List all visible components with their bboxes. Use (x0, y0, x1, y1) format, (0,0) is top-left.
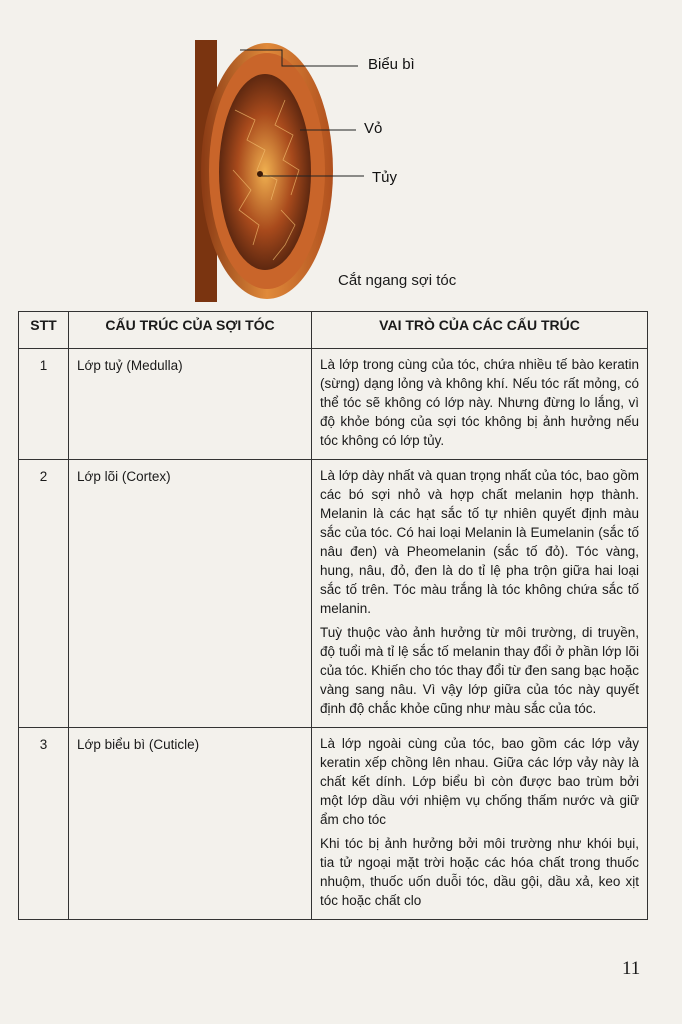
label-cortex: Vỏ (364, 120, 383, 137)
header-stt: STT (19, 312, 69, 349)
table-row (19, 349, 648, 460)
role-paragraph: Là lớp trong cùng của tóc, chứa nhiều tế bào keratin (sừng) dạng lỏng và không khí. Nếu tóc rất mỏng, có thể tóc sẽ không có lớp này. Nhưng đừng lo lắng, vì độ khỏe bóng của sợi tóc không bị ảnh hưởng nếu tóc không có lớp tủy. (320, 357, 639, 448)
role-description (312, 349, 648, 460)
label-epidermis: Biểu bì (368, 56, 415, 73)
header-role: VAI TRÒ CỦA CÁC CẤU TRÚC (312, 312, 648, 349)
hair-structure-table (18, 311, 648, 920)
row-number: 3 (19, 728, 69, 920)
row-number: 1 (19, 349, 69, 460)
structure-name: Lớp lõi (Cortex) (69, 460, 312, 728)
role-paragraph: Là lớp ngoài cùng của tóc, bao gồm các lớp vảy keratin xếp chồng lên nhau. Giữa các lớp vảy này là chất kết dính. Lớp biểu bì còn được bao trùm bởi một lớp dầu với nhiệm vụ chống thấm nước và giữ ẩm cho tóc (320, 736, 639, 827)
page-number: 11 (622, 958, 641, 979)
row-number: 2 (19, 460, 69, 728)
structure-name: Lớp biểu bì (Cuticle) (69, 728, 312, 920)
role-paragraph: Là lớp dày nhất và quan trọng nhất của tóc, bao gồm các bó sợi nhỏ và hợp chất melanin hợp thành. Melanin là các hạt sắc tố tự nhiên quyết định màu sắc của tóc. Có hai loại Melanin là Eumelanin (sắc tố nâu đen) và Pheomelanin (sắc tố đỏ). Tóc vàng, hung, nâu, đỏ, đen là do tỉ lệ pha trộn giữa hai loại sắc tố trên. Tóc màu trắng là tóc không chứa sắc tố melanin. (320, 468, 639, 616)
header-structure: CẤU TRÚC CỦA SỢI TÓC (69, 312, 312, 349)
table-row (19, 728, 648, 920)
label-leader-lines (0, 0, 682, 300)
role-description (312, 460, 648, 728)
structure-name: Lớp tuỷ (Medulla) (69, 349, 312, 460)
label-medulla: Tủy (372, 169, 398, 186)
table-header-row (19, 312, 648, 349)
role-paragraph: Tuỳ thuộc vào ảnh hưởng từ môi trường, di truyền, độ tuổi mà tỉ lệ sắc tố melanin thay đổi ở phần lớp lõi của tóc. Khiến cho tóc thay đổi từ đen sang bạc hoặc vàng sang nâu. Vì vậy lớp giữa của tóc này quyết định độ chắc khỏe cũng như màu sắc của tóc. (320, 625, 639, 716)
role-paragraph: Khi tóc bị ảnh hưởng bởi môi trường như khói bụi, tia tử ngoại mặt trời hoặc các hóa chất trong thuốc nhuộm, thuốc uốn duỗi tóc, dầu gội, dầu xả, keo xịt tóc hoặc chất clo (320, 836, 639, 908)
role-description (312, 728, 648, 920)
figure-caption: Cắt ngang sợi tóc (338, 272, 457, 289)
table-row (19, 460, 648, 728)
